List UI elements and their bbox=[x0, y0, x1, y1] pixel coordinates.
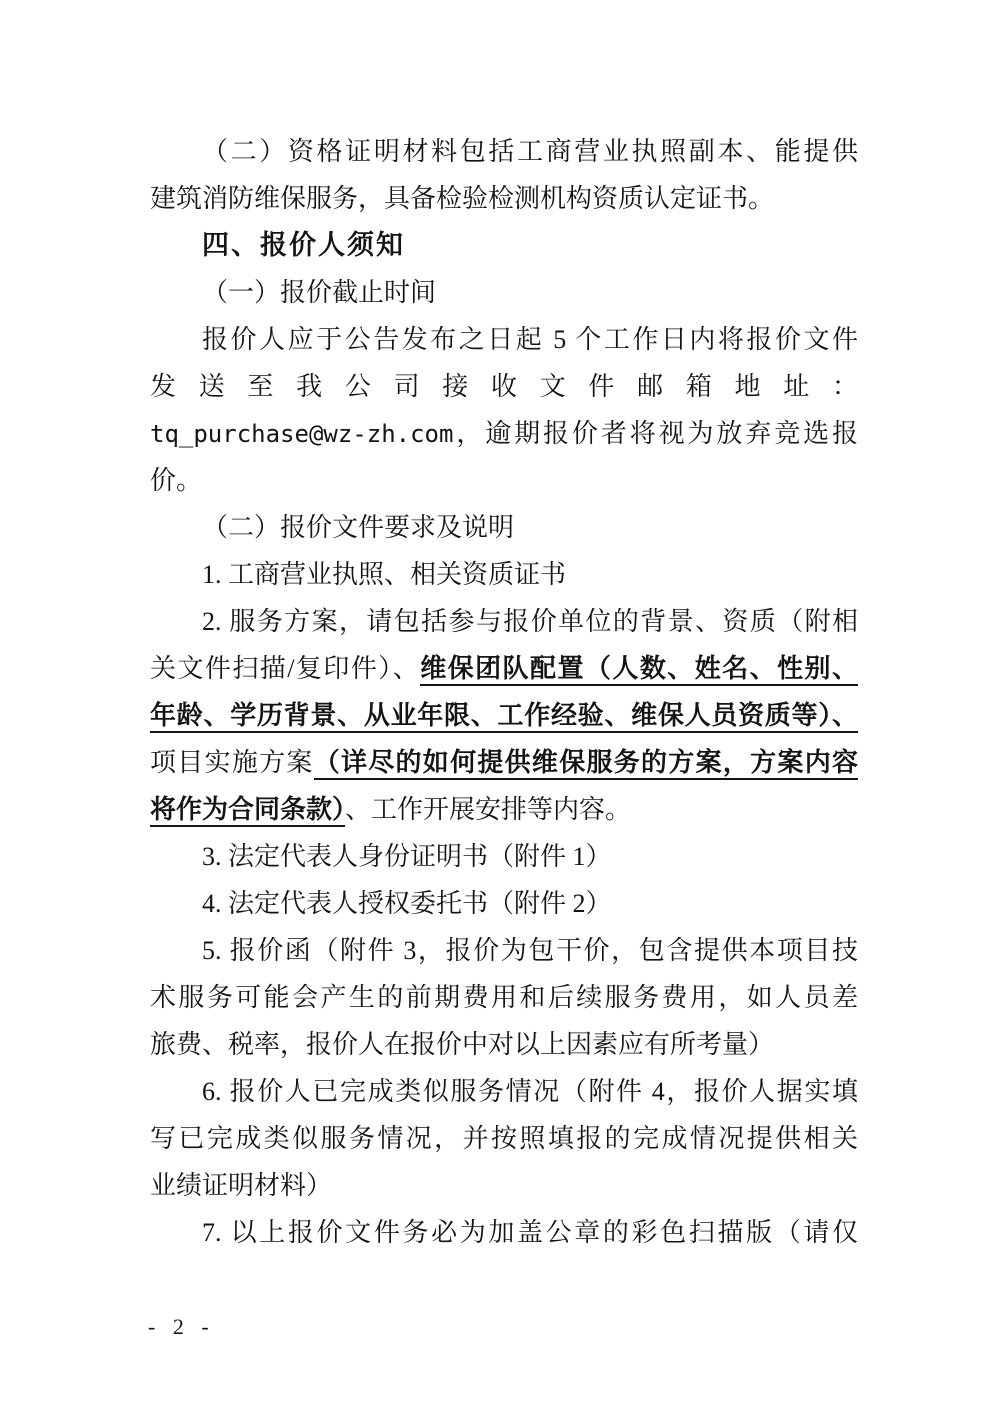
text-line bbox=[150, 974, 858, 1021]
subsection-heading: （一）报价截止时间 bbox=[202, 278, 437, 307]
text-line bbox=[150, 316, 858, 363]
email-address: tq_purchase@wz-zh.com bbox=[150, 420, 454, 448]
emphasized-text: 维保团队配置（人数、姓名、性别、 bbox=[420, 654, 858, 686]
text-line bbox=[150, 551, 858, 598]
text-line bbox=[150, 222, 858, 269]
text-line bbox=[150, 833, 858, 880]
body-text: 写已完成类似服务情况，并按照填报的完成情况提供相关 bbox=[150, 1124, 858, 1153]
body-text: ，逾期报价者将视为放弃竞选报 bbox=[453, 419, 858, 448]
subsection-heading: （二）报价文件要求及说明 bbox=[202, 513, 515, 542]
text-line bbox=[150, 410, 858, 457]
text-line bbox=[150, 645, 858, 692]
text-line bbox=[150, 692, 858, 739]
text-line bbox=[150, 739, 858, 786]
text-line bbox=[150, 504, 858, 551]
body-text: 旅费、税率，报价人在报价中对以上因素应有所考量） bbox=[150, 1030, 775, 1059]
text-line bbox=[150, 1162, 858, 1209]
body-text: 报价人应于公告发布之日起 5 个工作日内将报价文件 bbox=[202, 325, 858, 354]
text-line bbox=[150, 880, 858, 927]
body-text: 价。 bbox=[150, 466, 203, 495]
text-line bbox=[150, 128, 858, 175]
list-item-text: 3. 法定代表人身份证明书（附件 1） bbox=[202, 842, 612, 871]
body-text: （二）资格证明材料包括工商营业执照副本、能提供 bbox=[202, 137, 858, 166]
body-text: 、工作开展安排等内容。 bbox=[345, 795, 632, 824]
list-item-text: 6. 报价人已完成类似服务情况（附件 4，报价人据实填 bbox=[202, 1077, 858, 1106]
text-line bbox=[150, 1021, 858, 1068]
body-text: 发送至我公司接收文件邮箱地址： bbox=[150, 372, 858, 401]
emphasized-text: （详尽的如何提供维保服务的方案，方案内容 bbox=[314, 748, 858, 780]
page-number: - 2 - bbox=[148, 1314, 215, 1339]
text-line bbox=[150, 1068, 858, 1115]
emphasized-text: 将作为合同条款） bbox=[150, 795, 345, 827]
text-line bbox=[150, 269, 858, 316]
text-line bbox=[150, 598, 858, 645]
section-heading: 四、报价人须知 bbox=[202, 230, 405, 260]
list-item-text: 4. 法定代表人授权委托书（附件 2） bbox=[202, 889, 612, 918]
body-text: 业绩证明材料） bbox=[150, 1171, 333, 1200]
body-text: 术服务可能会产生的前期费用和后续服务费用，如人员差 bbox=[150, 983, 858, 1012]
text-line bbox=[150, 1115, 858, 1162]
body-text: 建筑消防维保服务，具备检验检测机构资质认定证书。 bbox=[150, 184, 775, 213]
list-item-text: 5. 报价函（附件 3，报价为包干价，包含提供本项目技 bbox=[202, 936, 858, 965]
list-item-text: 2. 服务方案，请包括参与报价单位的背景、资质（附相 bbox=[202, 607, 858, 636]
body-text: 项目实施方案 bbox=[150, 748, 314, 777]
text-line bbox=[150, 457, 858, 504]
emphasized-text: 年龄、学历背景、从业年限、工作经验、维保人员资质等）、 bbox=[150, 701, 858, 733]
text-line bbox=[150, 927, 858, 974]
document-content bbox=[150, 128, 858, 1256]
text-line bbox=[150, 175, 858, 222]
text-line bbox=[150, 786, 858, 833]
list-item-text: 7. 以上报价文件务必为加盖公章的彩色扫描版（请仅 bbox=[202, 1218, 858, 1247]
text-line bbox=[150, 1209, 858, 1256]
list-item-text: 1. 工商营业执照、相关资质证书 bbox=[202, 560, 567, 589]
body-text: 关文件扫描/复印件）、 bbox=[150, 654, 421, 683]
text-line bbox=[150, 363, 858, 410]
